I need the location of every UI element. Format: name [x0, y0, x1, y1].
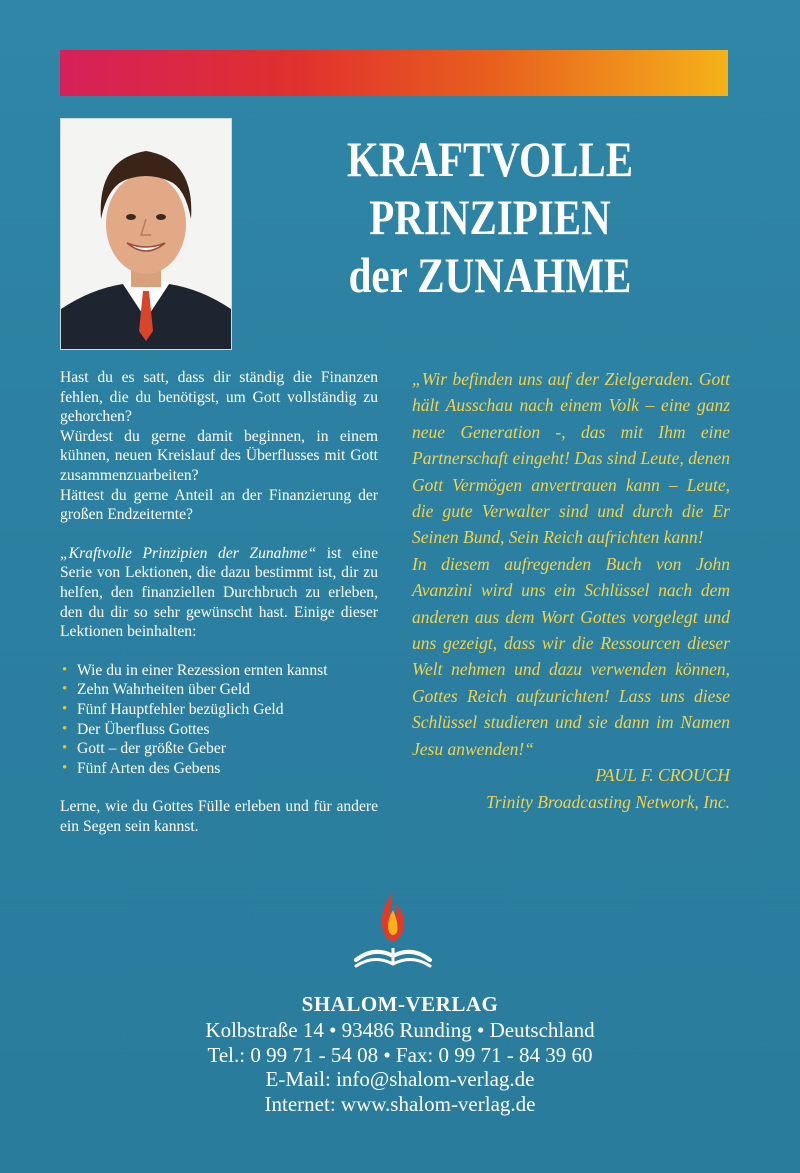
bullet-icon: • — [62, 700, 68, 717]
question-2: Würdest du gerne damit beginnen, in einem kühnen, neuen Kreislauf des Überflusses mit Gott zusammenzuarbeiten? — [60, 427, 378, 484]
closing-text: Lerne, wie du Gottes Fülle erleben und für andere ein Segen sein kannst. — [60, 798, 378, 835]
title-line-2: PRINZIPIEN — [369, 189, 611, 245]
list-item: • Fünf Hauptfehler bezüglich Geld — [62, 700, 284, 718]
endorsement-quote — [412, 366, 730, 815]
publisher-info — [0, 990, 800, 1116]
publisher-phone: Tel.: 0 99 71 - 54 08 • Fax: 0 99 71 - 84 39 60 — [207, 1042, 593, 1067]
bullet-icon: • — [62, 759, 68, 776]
list-item: • Der Überfluss Gottes — [62, 720, 210, 738]
lesson-list — [60, 661, 378, 779]
list-item: • Zehn Wahrheiten über Geld — [62, 681, 250, 699]
series-intro — [60, 544, 378, 642]
bullet-icon: • — [62, 740, 68, 757]
author-photo — [60, 118, 232, 350]
quote-paragraph-1: „Wir befinden uns auf der Zielgeraden. Gott hält Ausschau nach einem Volk – eine ganz neue Generation -, das mit Ihm eine Partnerschaft eingeht! Das sind Leute, denen Gott Vermögen anvertrauen kann – Leute, die gute Verwalter sind und durch die Er Seinen Bund, Sein Reich aufrichten kann! — [412, 369, 730, 548]
list-item: • Wie du in einer Rezession ernten kannst — [62, 661, 328, 679]
bullet-icon: • — [62, 681, 68, 698]
list-item: • Gott – der größte Geber — [62, 740, 226, 758]
bullet-icon: • — [62, 720, 68, 737]
list-item: • Fünf Arten des Gebens — [62, 759, 221, 777]
description-column — [60, 368, 378, 836]
quote-author: PAUL F. CROUCH — [595, 765, 730, 786]
quote-paragraph-2: In diesem aufregenden Buch von John Avanzini wird uns ein Schlüssel nach dem anderen aus dem Wort Gottes vorgelegt und uns gezeigt, dass wir die Ressourcen dieser Welt nehmen und dazu verwenden können, Gottes Reich aufzurichten! Lass uns diese Schlüssel studieren und sie dann im Namen Jesu anwenden!“ — [412, 553, 730, 759]
publisher-name: SHALOM-VERLAG — [301, 992, 499, 1016]
title-line-3: der ZUNAHME — [348, 247, 632, 303]
quote-organization: Trinity Broadcasting Network, Inc. — [486, 791, 730, 812]
publisher-email: E-Mail: info@shalom-verlag.de — [265, 1067, 535, 1091]
publisher-website: Internet: www.shalom-verlag.de — [264, 1091, 536, 1116]
publisher-address: Kolbstraße 14 • 93486 Runding • Deutschland — [205, 1018, 595, 1042]
flame-book-logo — [352, 888, 434, 970]
title-line-1: KRAFTVOLLE — [346, 131, 634, 187]
series-title: „Kraftvolle Prinzipien der Zunahme“ — [60, 544, 317, 562]
bullet-icon: • — [62, 661, 68, 678]
book-title — [334, 130, 646, 304]
question-3: Hättest du gerne Anteil an der Finanzierung der großen Endzeiternte? — [60, 486, 378, 524]
series-intro-text: ist eine Serie von Lektionen, die dazu bestimmt ist, dir zu helfen, den finanziellen Durchbruch zu erleben, den du dir so sehr gewünscht hast. Einige dieser Lektionen beinhalten: — [60, 544, 378, 641]
gradient-banner — [60, 50, 728, 96]
question-1: Hast du es satt, dass dir ständig die Finanzen fehlen, die du benötigst, um Gott vollständig zu gehorchen? — [60, 369, 378, 426]
